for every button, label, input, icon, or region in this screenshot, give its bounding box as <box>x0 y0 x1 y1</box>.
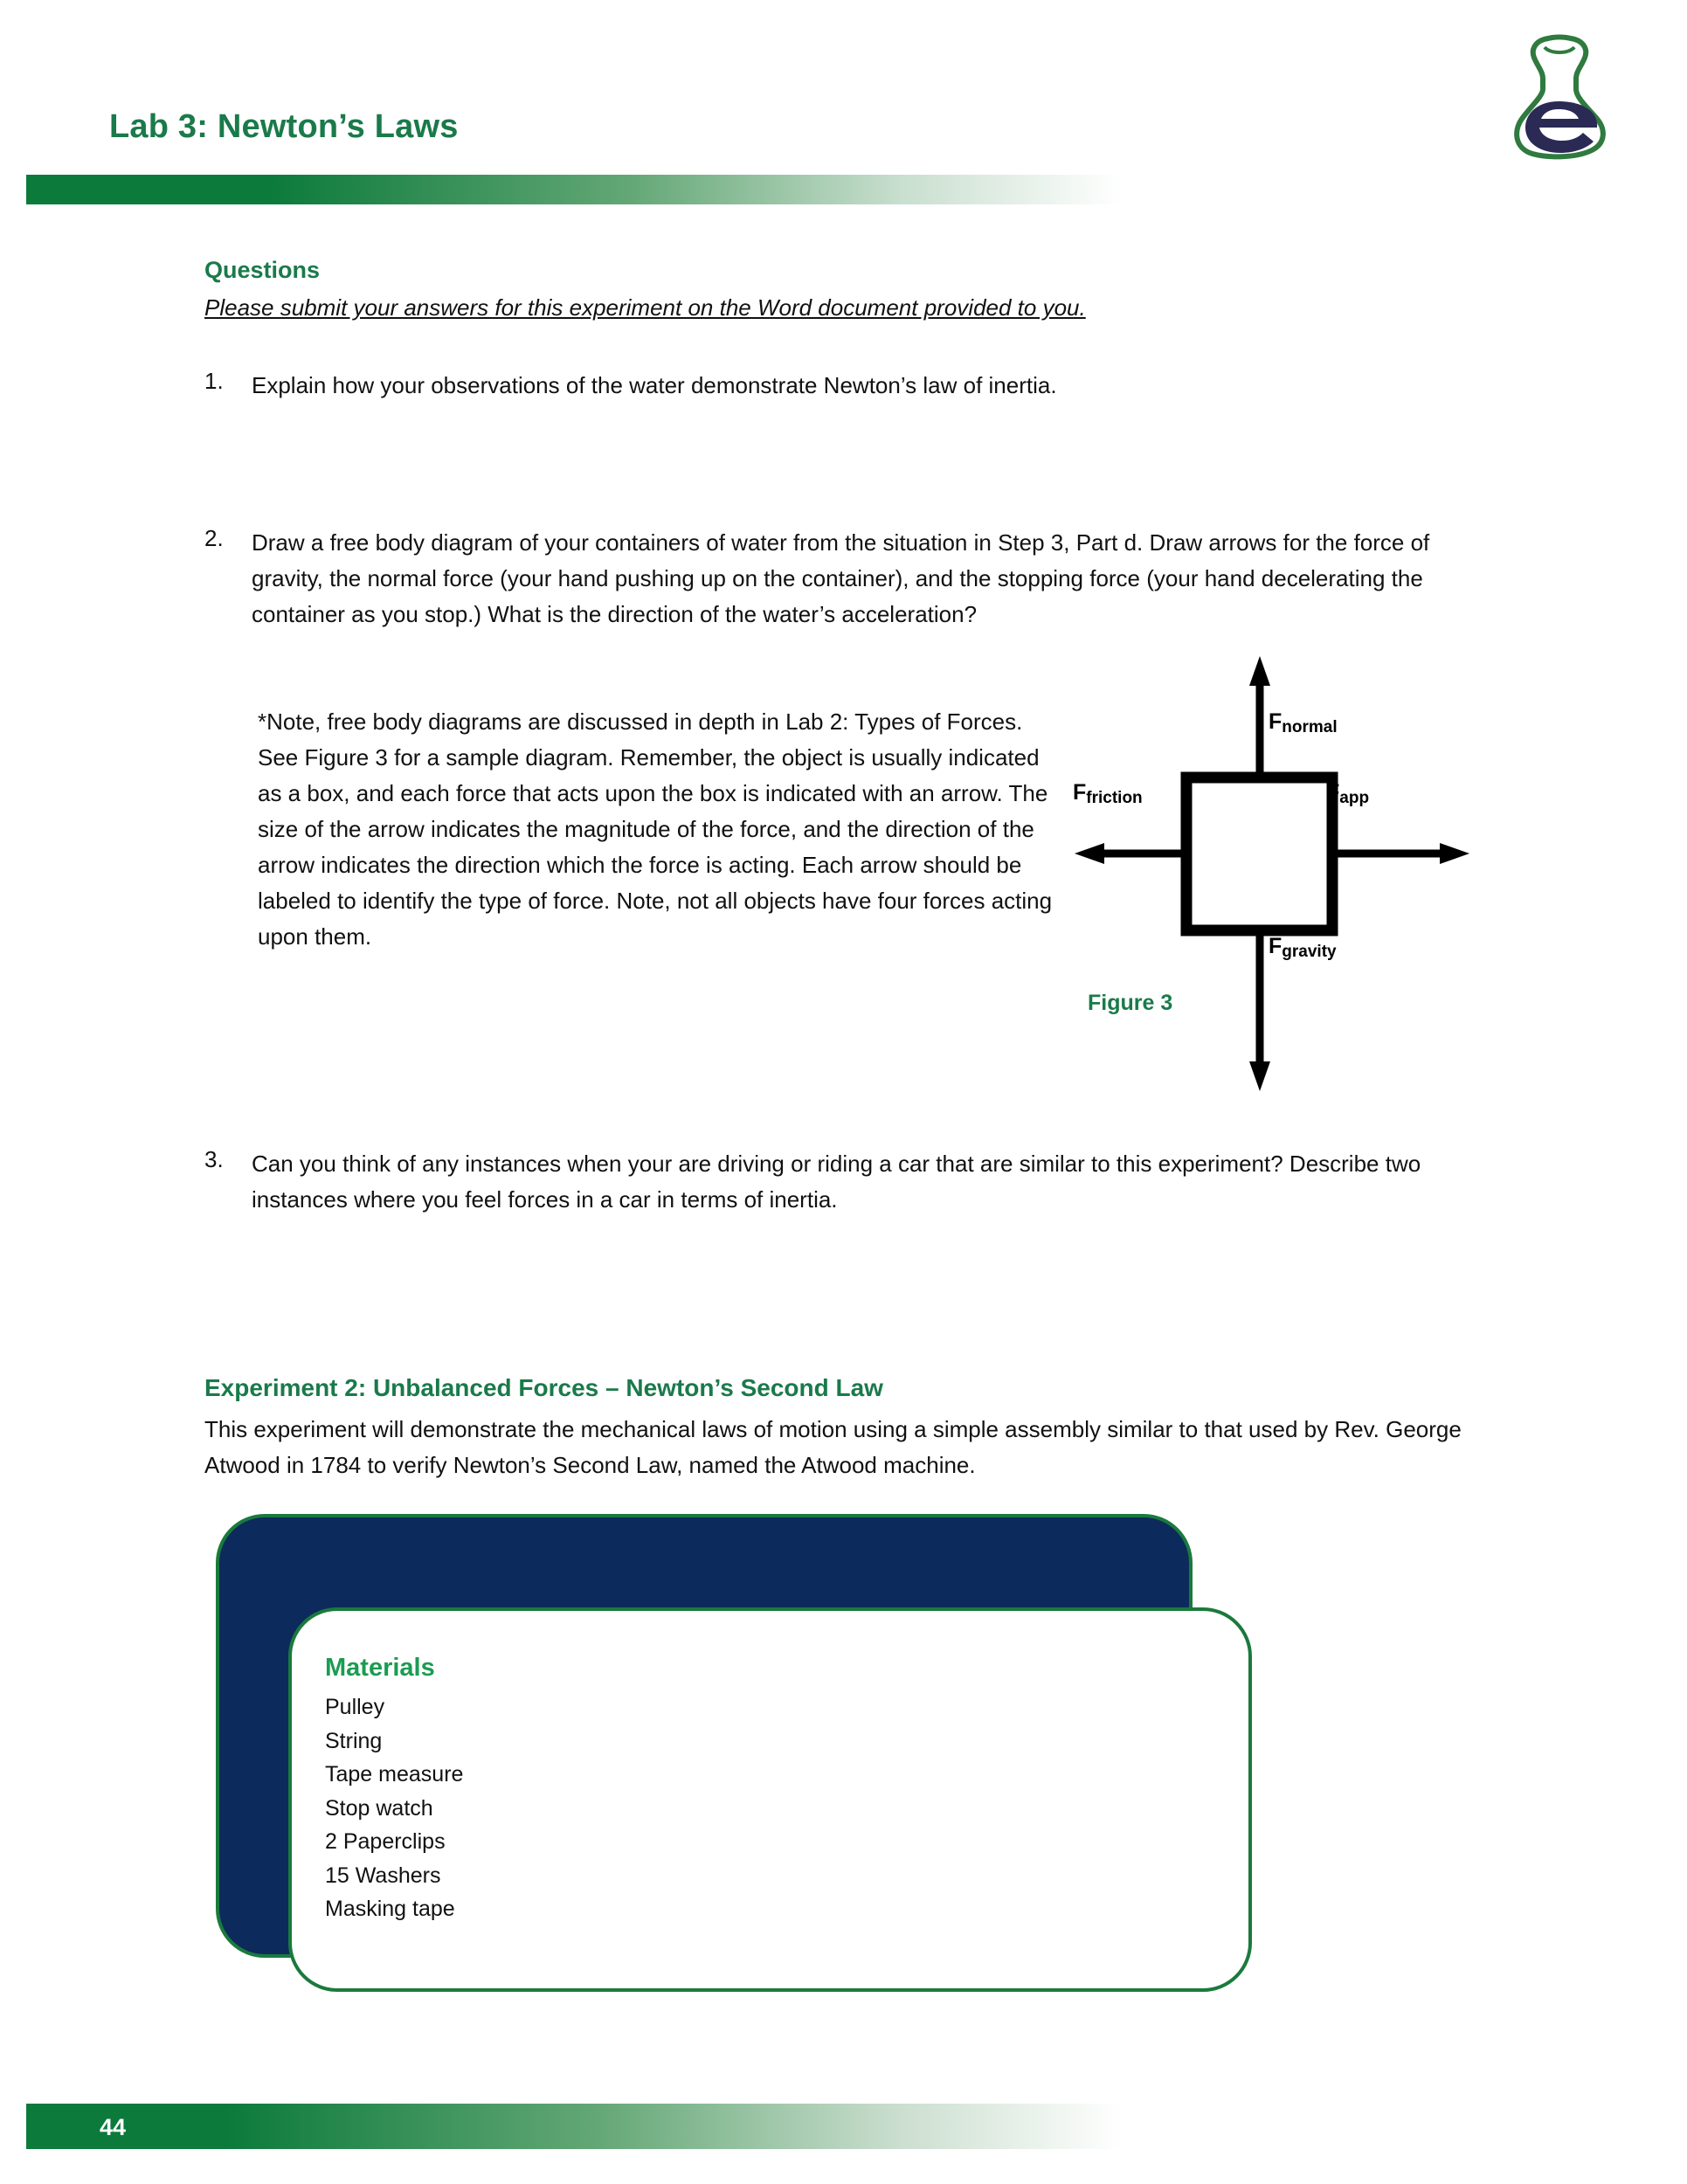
list-item: Masking tape <box>325 1897 455 1921</box>
force-label-app-base: F <box>1326 780 1340 805</box>
materials-list <box>325 1690 463 1926</box>
force-label-app <box>1326 780 1369 805</box>
questions-heading: Questions <box>204 257 321 283</box>
submit-instruction: Please submit your answers for this experiment on the Word document provided to you. <box>204 294 1086 321</box>
header-accent-bar <box>26 175 1123 204</box>
force-label-app-sub: app <box>1339 789 1370 807</box>
question-number: 3. <box>204 1146 224 1172</box>
force-label-normal-base: F <box>1269 709 1283 734</box>
force-label-normal-sub: normal <box>1282 718 1338 736</box>
force-label-normal <box>1269 709 1338 735</box>
force-label-gravity-sub: gravity <box>1282 943 1337 961</box>
figure-3-caption: Figure 3 <box>1088 991 1173 1015</box>
question-text: Draw a free body diagram of your containers of water from the situation in Step 3, Part d. Draw arrows for the force of gravity, the normal force (your hand pushing up on the container), and the stopping force (your hand decelerating the container as you stop.) What is the direction of the water’s acceleration? <box>252 529 1430 627</box>
force-label-friction-sub: friction <box>1086 789 1143 807</box>
list-item: 15 Washers <box>325 1863 441 1888</box>
list-item: 2 Paperclips <box>325 1829 446 1854</box>
page-number: 44 <box>100 2114 127 2140</box>
list-item: String <box>325 1728 383 1753</box>
question-number: 2. <box>204 525 224 551</box>
force-label-gravity-base: F <box>1269 934 1283 958</box>
flask-e-logo <box>1496 26 1618 166</box>
question-text: Can you think of any instances when your are driving or riding a car that are similar to this experiment? Describe two instances where you feel forces in a car in terms of inertia. <box>252 1151 1421 1213</box>
experiment-2-heading: Experiment 2: Unbalanced Forces – Newton’s Second Law <box>204 1374 883 1401</box>
materials-heading: Materials <box>325 1654 435 1682</box>
list-item: Tape measure <box>325 1762 464 1787</box>
list-item: Stop watch <box>325 1795 433 1821</box>
question-text: Explain how your observations of the water demonstrate Newton’s law of inertia. <box>252 372 1057 398</box>
force-label-friction <box>1073 780 1143 805</box>
free-body-diagram-note: *Note, free body diagrams are discussed in depth in Lab 2: Types of Forces. See Figure 3 for a sample diagram. Remember, the object is usually indicated as a box, and each force that acts upon the box is indicated with an arrow. The size of the arrow indicates the magnitude of the force, and the direction of the arrow indicates the direction which the force is acting. Each arrow should be labeled to identify the type of force. Note, not all objects have four forces acting upon them. <box>258 708 1053 950</box>
question-number: 1. <box>204 368 224 394</box>
list-item: Pulley <box>325 1695 385 1719</box>
page-title: Lab 3: Newton’s Laws <box>109 108 459 145</box>
footer-accent-bar <box>26 2104 1123 2149</box>
force-label-gravity <box>1269 934 1337 959</box>
force-label-friction-base: F <box>1073 780 1087 805</box>
experiment-2-body: This experiment will demonstrate the mechanical laws of motion using a simple assembly similar to that used by Rev. George Atwood in 1784 to verify Newton’s Second Law, named the Atwood machine. <box>204 1416 1462 1478</box>
